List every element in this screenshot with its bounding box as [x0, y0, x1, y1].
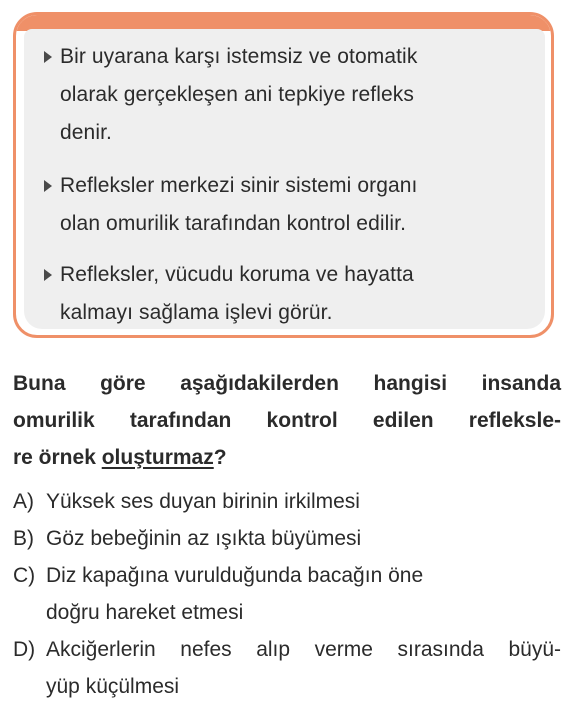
- option-c-text-line-2: doğru hareket etmesi: [46, 601, 244, 624]
- option-d-letter: D): [13, 638, 36, 661]
- answer-options: [13, 483, 561, 705]
- bullet-3-line-1: Refleksler, vücudu koruma ve hayatta: [60, 263, 414, 286]
- option-b[interactable]: [13, 520, 561, 557]
- option-d-text-line-2: yüp küçülmesi: [46, 675, 180, 698]
- triangle-right-icon: [44, 269, 52, 281]
- info-bullet-2: [60, 167, 530, 243]
- option-c-letter: C): [13, 564, 36, 587]
- option-d-text-line-1: Akciğerlerin nefes alıp verme sırasında büyü-: [46, 638, 561, 661]
- question-line-3: [13, 439, 561, 476]
- option-a[interactable]: [13, 483, 561, 520]
- option-c-text-line-1: Diz kapağına vurulduğunda bacağın öne: [46, 564, 424, 587]
- option-a-letter: A): [13, 490, 34, 513]
- question-line-3-prefix: re örnek: [13, 446, 102, 469]
- triangle-right-icon: [44, 180, 52, 192]
- bullet-1-line-2: olarak gerçekleşen ani tepkiye refleks: [60, 83, 414, 106]
- bullet-2-line-1: Refleksler merkezi sinir sistemi organı: [60, 174, 418, 197]
- question-line-1: Buna göre aşağıdakilerden hangisi insanda: [13, 372, 561, 395]
- info-bullet-1: [60, 38, 530, 152]
- question-line-2: omurilik tarafından kontrol edilen refleksle-: [13, 409, 561, 432]
- bullet-1-line-1: Bir uyarana karşı istemsiz ve otomatik: [60, 45, 418, 68]
- question-stem: [13, 365, 561, 476]
- option-b-text: Göz bebeğinin az ışıkta büyümesi: [46, 527, 362, 550]
- option-d[interactable]: [13, 631, 561, 705]
- bullet-3-line-2: kalmayı sağlama işlevi görür.: [60, 301, 333, 324]
- option-a-text: Yüksek ses duyan birinin irkilmesi: [46, 490, 360, 513]
- option-b-letter: B): [13, 527, 34, 550]
- triangle-right-icon: [44, 51, 52, 63]
- bullet-1-line-3: denir.: [60, 121, 112, 144]
- info-bullet-3: [60, 256, 530, 332]
- question-line-3-suffix: ?: [213, 446, 227, 469]
- option-c[interactable]: [13, 557, 561, 631]
- question-emphasis-word: oluşturmaz: [101, 446, 214, 469]
- bullet-2-line-2: olan omurilik tarafından kontrol edilir.: [60, 212, 407, 235]
